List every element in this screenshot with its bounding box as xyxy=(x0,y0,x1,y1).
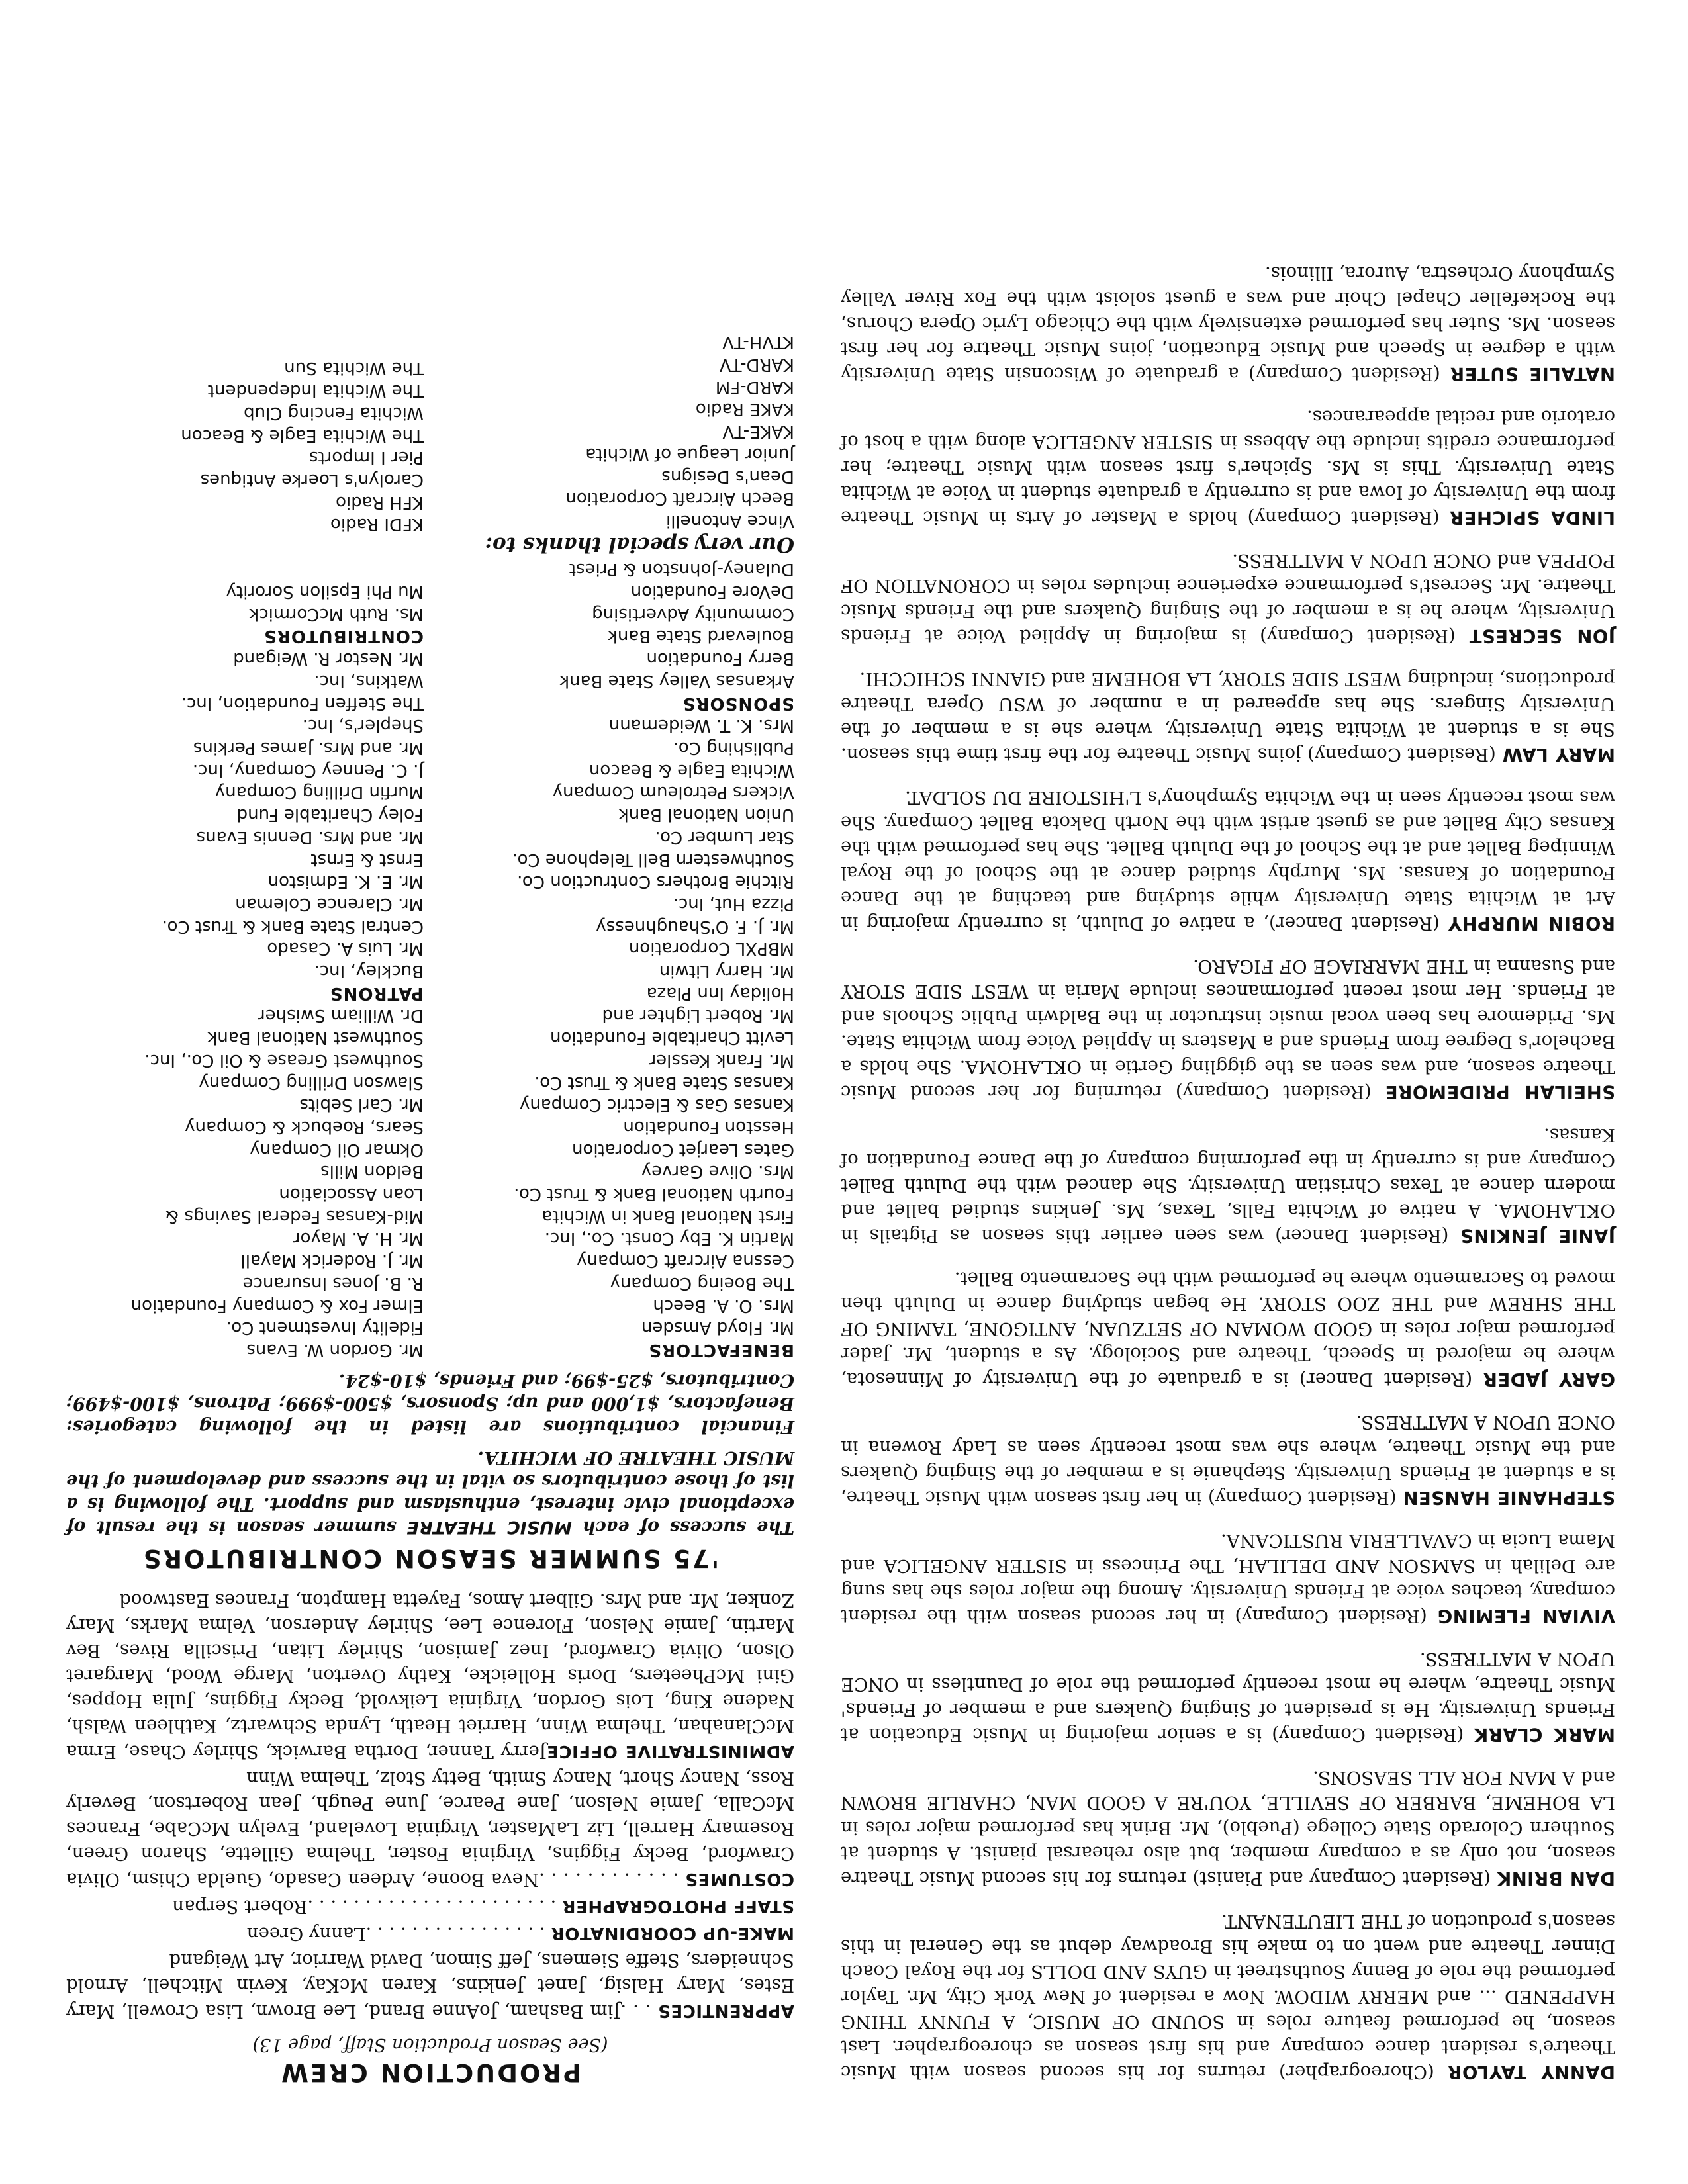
donor-name: Mr. Frank Kessler xyxy=(649,1050,794,1070)
crew-list xyxy=(66,1588,794,2024)
bio-name: SHEILAH PRIDEMORE xyxy=(1385,1081,1615,1103)
donor-name: Carolyn's Loerke Antiques xyxy=(200,469,424,490)
bio-text: (Resident Dancer) is a graduate of the University of Minnesota, where he majored in Speech, Theatre and Sociology. As a student, Mr. Jader performed major roles in GOOD WOMAN OF SETZUAN, ANTIGONE, TAMING OF THE SHREW and THE ZOO STORY. He began studying dance in Duluth then moved to Sacramento where he performed with the Sacramento Ballet. xyxy=(841,1268,1615,1390)
donor-name: Ritchie Brothers Contruction Co. xyxy=(517,872,794,892)
donor-name: KAKE-TV xyxy=(722,422,794,442)
donor-name: Star Lumber Co. xyxy=(655,827,794,847)
contributors-heading: CONTRIBUTORS xyxy=(263,626,424,647)
bio-name: STEPHANIE HANSEN xyxy=(1402,1487,1615,1508)
donor-name: Southwest National Bank xyxy=(207,1028,424,1048)
donor-name: Gates Learjet Corporation xyxy=(572,1139,794,1160)
crew-members: Neva Boone, Ardeen Casado, Guelda Chism, Olivia Crawford, Becky Figgins, Virginia Foster, Thelma Gillette, Sharon Green, Rosemary Harrell, Liz LaMaster, Virginia Loveland, Evelyn McCabe, Frances McCalla, Jamie Nelson, Jane Pearce, June Peugh, Jean Robertson, Beverly Ross, Nancy Short, Nancy Smith, Betty Stolz, Thelma Winn xyxy=(66,1768,794,1890)
special-thanks-list xyxy=(450,331,794,531)
crew-item xyxy=(66,1948,794,2024)
donor-name: Mr. Floyd Amsden xyxy=(641,1318,794,1338)
donor-name: Loan Association xyxy=(279,1184,424,1205)
crew-leader-dots: . . . . . . . . . . . . . . . . . . . . . . xyxy=(307,1896,563,1917)
donor-name: DeVore Foundation xyxy=(630,582,794,602)
donor-name: MBPXL Corporation xyxy=(628,938,794,959)
donor-name: KARD-TV xyxy=(719,355,794,375)
crew-role: COSTUMES xyxy=(684,1869,794,1889)
crew-leader-dots: . . . . . . . . . . . . . . . . xyxy=(365,1923,551,1944)
donor-name: R. B. Jones Insurance xyxy=(242,1273,424,1293)
donor-name: KARD-FM xyxy=(715,377,794,397)
production-crew-section xyxy=(66,1588,794,2085)
bio-name: MARK CLARK xyxy=(1474,1724,1615,1745)
bio-name: JANIE JENKINS xyxy=(1460,1225,1615,1246)
donor-name: Cessna Aircraft Company xyxy=(577,1251,794,1271)
donor-name: The Wichita Independent xyxy=(207,381,424,401)
crew-item xyxy=(66,1766,794,1892)
donor-name: KFDI Radio xyxy=(330,514,424,535)
donor-name: Southwest Grease & Oil Co., Inc. xyxy=(144,1050,424,1070)
bio-paragraph xyxy=(841,1528,1615,1629)
donor-name: Publishing Co. xyxy=(673,738,794,758)
donor-name: The Wichita Eagle & Beacon xyxy=(181,425,424,445)
bio-paragraph xyxy=(841,1410,1615,1510)
donor-name: Shepler's, Inc. xyxy=(302,715,424,736)
categories-note: Financial contributions are listed in the following categories: Benefactors, $1,000 and up; Sponsors, $500-$999; Patrons, $100-$499; Contributors, $25-$99; and Friends, $10-$24. xyxy=(66,1370,794,1437)
benefactors-heading: BENEFACTORS xyxy=(648,1340,794,1360)
bio-name: GARY JADER xyxy=(1483,1369,1615,1390)
donor-name: Mrs. Olive Garvey xyxy=(641,1161,794,1182)
donor-name: Buckley, Inc. xyxy=(314,961,424,981)
donor-name: Mr. Robert Lighter and xyxy=(602,1005,794,1026)
bio-text: (Resident Company) is a senior majoring in Music Education at Friends University. He is president of Singing Quakers and a member of Friends' Music Theatre, where he most recently performed the role of Dauntless in ONCE UPON A MATTRESS. xyxy=(841,1649,1615,1745)
donor-name: Elmer Fox & Company Foundation xyxy=(130,1295,424,1316)
donor-name: Martin K. Eby Const. Co., Inc. xyxy=(544,1228,794,1249)
bio-name: JON SECREST xyxy=(1469,625,1615,647)
bio-text: (Resident Company) holds a Master of Arts in Music Theatre from the University of Iowa and is currently a graduate student in Voice at Wichita State University. This is Ms. Spicher's first season with Music Theatre; her performance credits include the Abbess in SISTER ANGELICA along with a host of oratorio and recital appearances. xyxy=(841,406,1615,528)
donor-name: Holiday Inn Plaza xyxy=(646,983,794,1003)
bios-column xyxy=(841,243,1615,2085)
production-crew-title: PRODUCTION CREW xyxy=(279,2058,582,2087)
donor-name: Mr. J. Roderick Mayall xyxy=(240,1251,424,1271)
contributors-title: '75 SUMMER SEASON CONTRIBUTORS xyxy=(141,1544,720,1572)
donor-name: Southwestern Bell Telephone Co. xyxy=(512,849,794,870)
donor-name: Beech Aircraft Corporation xyxy=(565,488,794,509)
donor-name: The Wichita Sun xyxy=(284,358,424,379)
donor-name: Wichita Fencing Club xyxy=(244,402,424,423)
intro-text-end: summer season is the result of exceptional civic interest, enthusiasm and support. The following is a list of those contributors so vital in the success and development of the MUSIC THEATRE OF WICHITA. xyxy=(66,1447,794,1537)
donor-name: Dr. William Swisher xyxy=(258,1005,424,1026)
donor-name: Mr. Luis A. Casado xyxy=(267,938,424,959)
patrons-list xyxy=(66,647,424,982)
donor-name: Dean's Designs xyxy=(661,466,794,486)
benefactors-list-continued xyxy=(66,1004,424,1361)
patrons-heading: PATRONS xyxy=(329,983,424,1003)
donor-name: Mr. Gordon W. Evans xyxy=(246,1340,424,1360)
donor-name: Ernst & Ernst xyxy=(310,849,424,870)
donor-name: Pizza Hut, Inc. xyxy=(673,893,794,914)
donor-name: Boulevard State Bank xyxy=(607,626,794,647)
crew-role: MAKE-UP COORDINATOR xyxy=(551,1923,794,1943)
bio-name: LINDA SPICHER xyxy=(1449,507,1615,528)
donor-name: Mr. Harry Litwin xyxy=(659,961,794,981)
donor-name: Sears, Roebuck & Company xyxy=(185,1116,424,1137)
donor-name: Arkansas Valley State Bank xyxy=(559,670,794,691)
donor-name: The Steffen Foundation, Inc. xyxy=(181,693,424,713)
donor-name: Ms. Ruth McCormick xyxy=(249,604,424,624)
donor-name: Fourth National Bank & Trust Co. xyxy=(514,1184,794,1205)
bio-text: (Choreographer) returns for his second season with Music Theatre's resident dance company and his first season as choreographer. Last season, he performed feature roles in SOUND OF MUSIC, A FUNNY THING HAPPENED ... and MERRY WIDOW. Now a resident of New York City, Mr. Taylor performed the role of Benny Southstreet in GUYS AND DOLLS for the Royal Coach Dinner Theatre and went on to make his Broadway debut as the General in this season's production of THE LIEUTENANT. xyxy=(840,1911,1615,2083)
contributors-intro xyxy=(66,1446,794,1539)
donor-name: Mr. E. K. Edmiston xyxy=(267,872,424,892)
donor-name: Community Advertising xyxy=(592,604,794,624)
bio-text: (Resident Dancer), a native of Duluth, is currently majoring in Art at Wichita State University while studying and teaching at the Dance Foundation of Kansas. Ms. Murphy studied dance at the School of the Royal Winnipeg Ballet and at the School of the Duluth Ballet. She has performed with the Kansas City Ballet and as guest artist with the North Dakota Ballet Company. She was most recently seen in the Wichita Symphony's L'HISTOIRE DU SOLDAT. xyxy=(841,787,1615,934)
intro-brand: MUSIC THEATRE xyxy=(406,1517,572,1537)
donor-name: Mr. H. A. Mayor xyxy=(293,1228,424,1249)
donor-name: Mid-Kansas Federal Savings & xyxy=(165,1206,424,1226)
donor-name: Mr. Nestor R. Weigand xyxy=(233,649,424,669)
bio-paragraph xyxy=(841,1909,1615,2085)
crew-members: Jerry Tanner, Dortha Barwick, Shirley Chase, Erma McClanahan, Thelma Winn, Harriet Heath, Lynda Schwartz, Kathleen Walsh, Nadene King, Lois Gordon, Virginia Leikvold, Becky Figgins, Julia Hoppes, Gini McPheeters, Doris Holleicke, Kathy Overton, Marge Wood, Margaret Olson, Olivia Crawford, Inez Jamison, Shirley Litan, Priscilla Rives, Bev Martin, Jamie Nelson, Florence Lee, Shirley Anderson, Velma Marks, Mary Zonker, Mr. and Mrs. Gilbert Amos, Fayetta Hampton, Frances Eastwood xyxy=(66,1590,794,1762)
benefactors-list xyxy=(450,714,794,1339)
bio-name: VIVIAN FLEMING xyxy=(1437,1606,1615,1627)
donor-name: Mrs. O. A. Beech xyxy=(653,1295,794,1316)
bio-paragraph xyxy=(841,404,1615,530)
donor-name: KTVH-TV xyxy=(722,332,794,353)
bio-text: (Resident Company) is majoring in Applied Voice at Friends University, where he is a member of the Singing Quakers and the Friends Music Theatre. Mr. Secrest's performance experience includes roles in CORONATION OF POPPEA and ONCE UPON A MATTRESS. xyxy=(841,550,1615,647)
bio-name: ROBIN MURPHY xyxy=(1448,913,1615,934)
donor-name: Mr. and Mrs. James Perkins xyxy=(193,738,424,758)
credits-column xyxy=(66,331,794,2085)
donor-name: Vickers Petroleum Company xyxy=(552,782,794,803)
donor-name: Pier I Imports xyxy=(308,447,424,468)
bio-name: MARY LAW xyxy=(1502,744,1615,765)
donor-name: Wichita Eagle & Beacon xyxy=(588,760,794,780)
donor-name: Junior League of Wichita xyxy=(585,443,794,464)
donor-name: Mr. J. F. O'Shaughnessy xyxy=(596,916,794,936)
donor-list-column-1 xyxy=(450,331,794,1361)
donor-name: Berry Foundation xyxy=(646,649,794,669)
bio-text: (Resident Company) in her second season with the resident company, teaches voice at Friends University. Among the major roles she has sung are Delilah in SAMSON AND DELILAH, The Princess in SISTER ANGELICA and Mama Lucia in CAVALLERIA RUSTICANA. xyxy=(840,1530,1615,1627)
bio-paragraph xyxy=(841,1765,1615,1891)
crew-leader-dots: . . . . . . . . . . . . xyxy=(539,1869,685,1890)
bio-text: (Resident Company) in her first season with Music Theatre, is a student at Friends University. Stephanie is a member of the Singing Quakers and the Music Theatre, where she was most recently seen as Lady Rowena in ONCE UPON A MATTRESS. xyxy=(841,1412,1615,1508)
donor-name: Mr. Carl Sebits xyxy=(299,1095,424,1115)
donor-list-column-2 xyxy=(66,331,424,1361)
donor-name: First National Bank in Wichita xyxy=(541,1206,794,1226)
bio-name: NATALIE SUTER xyxy=(1450,363,1615,385)
donor-name: Union National Bank xyxy=(618,805,794,825)
donor-name: Beldon Mills xyxy=(320,1161,424,1182)
bio-paragraph xyxy=(841,1122,1615,1248)
crew-leader-dots: . . . xyxy=(620,2001,658,2022)
donor-name: Mrs. K. T. Weidemann xyxy=(608,715,794,736)
bio-paragraph xyxy=(841,1266,1615,1392)
crew-members: Lanny Green xyxy=(246,1923,366,1944)
donor-name: The Boeing Company xyxy=(610,1273,794,1293)
special-thanks-heading: Our very special thanks to: xyxy=(485,532,794,557)
contributors-list xyxy=(66,580,424,624)
crew-item xyxy=(66,1893,794,1919)
bio-paragraph xyxy=(841,954,1615,1105)
intro-text-start: The success of each xyxy=(571,1517,794,1537)
bio-name: DAN BRINK xyxy=(1497,1868,1615,1889)
donor-name: KAKE Radio xyxy=(695,399,794,420)
bio-paragraph xyxy=(841,261,1615,387)
donor-name: Mr. Clarence Coleman xyxy=(235,893,424,914)
donor-name: Levitt Charitable Foundation xyxy=(549,1028,794,1048)
crew-members: Robert Serpan xyxy=(172,1896,308,1917)
crew-role: ADMINISTRATIVE OFFICE xyxy=(546,1741,794,1761)
donor-name: J. C. Penney Company, Inc. xyxy=(192,760,424,780)
bio-paragraph xyxy=(841,548,1615,649)
bio-text: (Resident Company and Pianist) returns for his second Music Theatre season, not only as a company member, but also rehearsal pianist. A student at Southern Colorado State College (Pueblo), Mr. Brink has performed major roles in LA BOHEME, BARBER OF SEVILLE, YOU'RE A GOOD MAN, CHARLIE BROWN and A MAN FOR ALL SEASONS. xyxy=(841,1767,1615,1889)
donor-name: Watkins, Inc. xyxy=(314,670,424,691)
contributors-section xyxy=(66,331,794,1570)
bio-text: (Resident Company) a graduate of Wisconsin State University with a degree in Speech and Music Education, joins Music Theatre for her first season. Ms. Suter has performed extensively with the Chicago Lyric Opera Chorus, the Rockefeller Chapel Choir and was a guest soloist with the Fox River Valley Symphony Orchestra, Aurora, Illinois. xyxy=(841,263,1615,385)
donor-name: Mu Phi Epsilon Sorority xyxy=(226,582,424,602)
bio-name: DANNY TAYLOR xyxy=(1447,2062,1615,2083)
crew-item xyxy=(66,1588,794,1764)
bio-text: (Resident Dancer) was seen earlier this season as Pigtails in OKLAHOMA. A native of Wichita Falls, Texas, Ms. Jenkins studied ballet and modern dance at Texas Christian University. She danced with the Duluth Ballet Company and is currently in the performing company of the Dance Foundation of Kansas. xyxy=(841,1124,1615,1246)
donor-name: Mr. and Mrs. Dennis Evans xyxy=(196,827,424,847)
sponsors-list xyxy=(450,558,794,692)
media-thanks-list xyxy=(66,357,424,535)
bio-paragraph xyxy=(841,666,1615,767)
crew-item xyxy=(66,1921,794,1946)
donor-name: Dulaney-Johnston & Priest xyxy=(569,559,794,580)
crew-members: Jim Basham, JoAnne Brand, Lee Brown, Lisa Crowell, Mary Estes, Mary Halsig, Janet Jenkins, Karen McKay, Kevin Mitchell, Arnold Schneiders, Steffe Siemens, Jeff Simon, David Warrior, Art Weigand xyxy=(66,1950,794,2022)
donor-name: Slawson Drilling Company xyxy=(199,1072,424,1093)
donor-name: Hesston Foundation xyxy=(623,1116,794,1137)
production-crew-subtitle: (See Season Production Staff, page 13) xyxy=(252,2034,608,2055)
donor-name: Central State Bank & Trust Co. xyxy=(162,916,424,936)
donor-name: Murfin Drilling Company xyxy=(214,782,424,803)
donor-name: Fidelity Investment Co. xyxy=(226,1318,424,1338)
bio-paragraph xyxy=(841,1647,1615,1747)
sponsors-heading: SPONSORS xyxy=(682,693,794,713)
donor-name: KFH Radio xyxy=(336,492,424,512)
bio-paragraph xyxy=(841,785,1615,936)
crew-role: STAFF PHOTOGRAPHER xyxy=(562,1896,794,1916)
donor-name: Okmar Oil Company xyxy=(250,1139,424,1160)
crew-role: APPRENTICES xyxy=(657,2001,794,2021)
donor-name: Kansas Gas & Electric Company xyxy=(519,1095,794,1115)
donor-name: Kansas State Bank & Trust Co. xyxy=(534,1072,794,1093)
donor-lists xyxy=(66,331,794,1361)
bio-text: (Resident Company) returning for her second Music Theatre season, and was seen as the giggling Gertie in OKLAHOMA. She holds a Bachelor's Degree from Friends and a Masters in Applied Voice from Wichita State. Ms. Pridemore has been vocal music instructor in the Baldwin Public Schools and at Friends. Her most recent performances include Maria in WEST SIDE STORY and Susanna in THE MARRIAGE OF FIGARO. xyxy=(841,956,1615,1103)
bio-text: (Resident Company) joins Music Theatre for the first time this season. She is a student at Wichita State University, where she is a member of the University Singers. She has appeared in a number of WSU Opera Theatre productions, including WEST SIDE STORY, LA BOHEME and GIANNI SCHICCHI. xyxy=(841,668,1615,765)
donor-name: Vince Antonelli xyxy=(666,510,794,531)
donor-name: Foley Charitable Fund xyxy=(236,805,424,825)
